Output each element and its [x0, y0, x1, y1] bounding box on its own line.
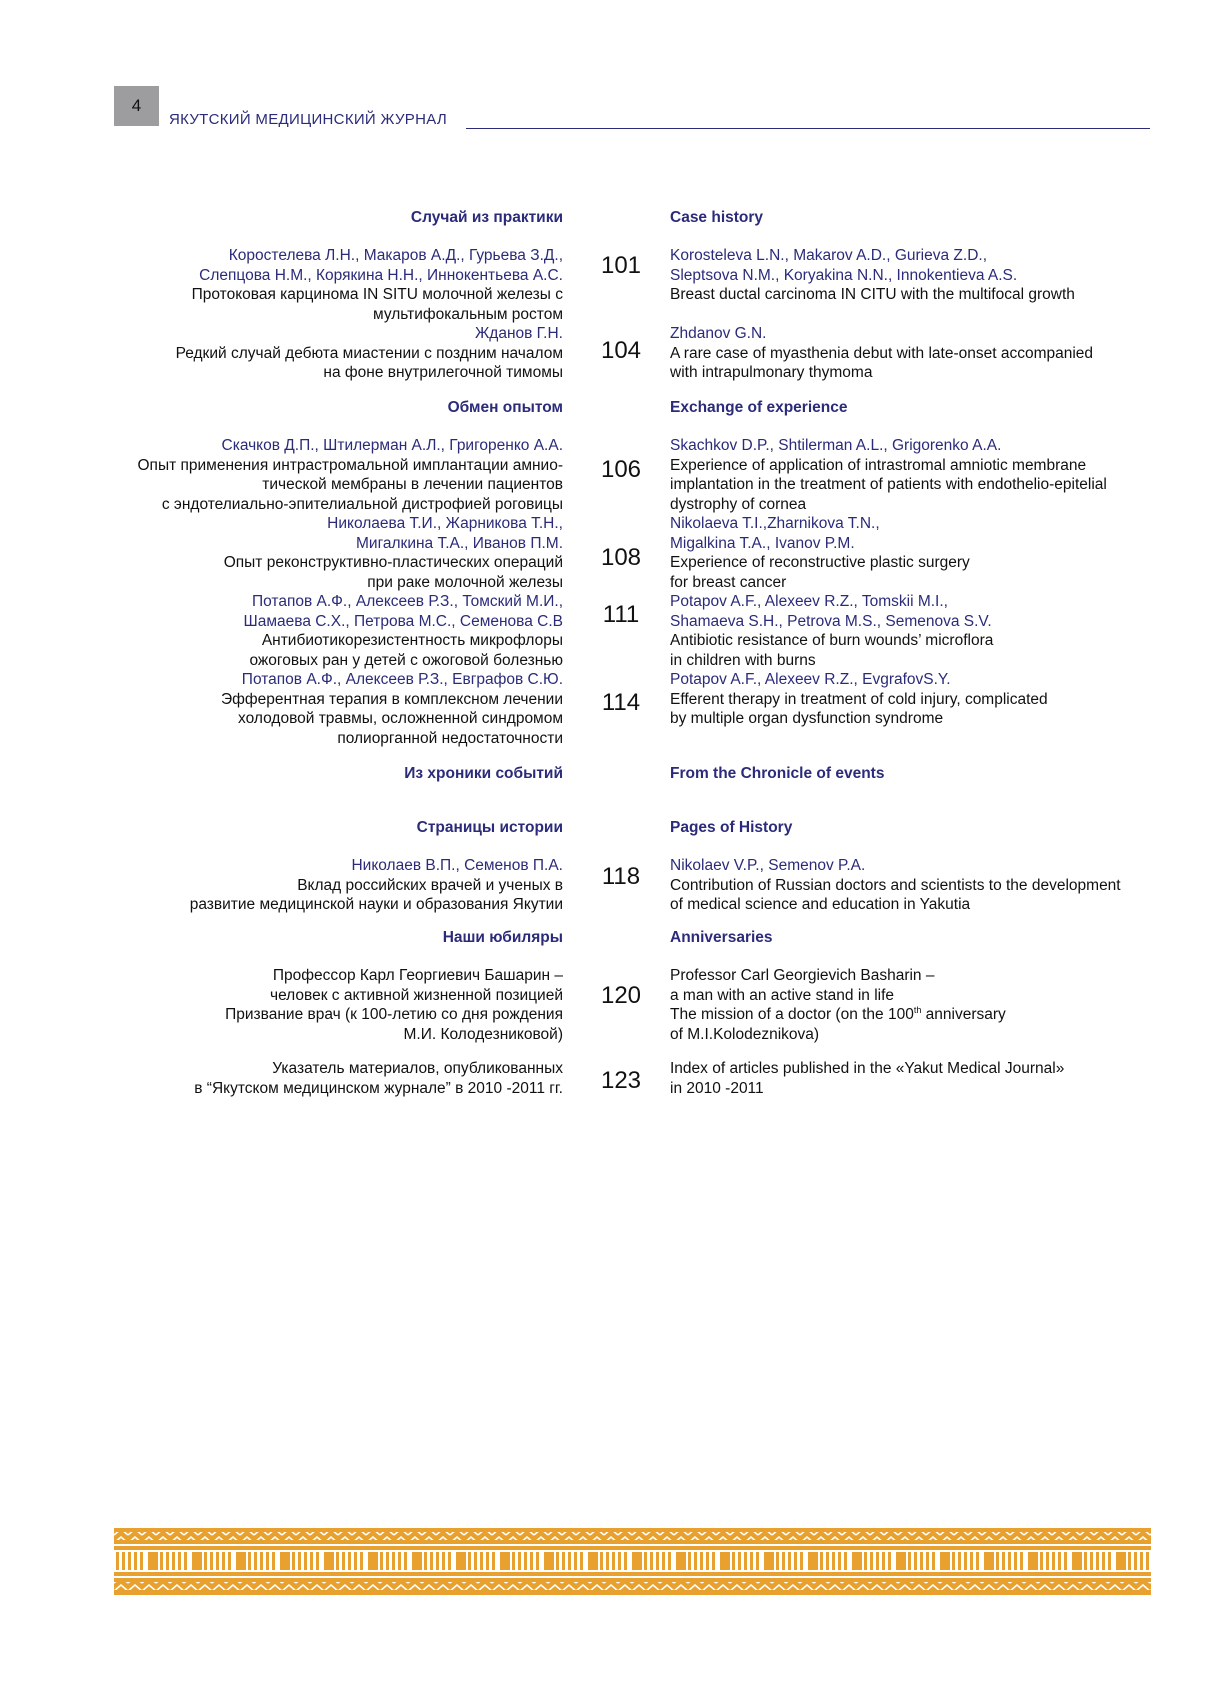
- article-title: Professor Carl Georgievich Basharin –: [670, 967, 935, 984]
- authors: Potapov A.F., Alexeev R.Z., Tomskii M.I.,: [670, 593, 948, 610]
- article-title: Contribution of Russian doctors and scientists to the development: [670, 876, 1121, 894]
- page-ref: 123: [600, 1067, 642, 1094]
- authors: Николаев В.П., Семенов П.А.: [351, 857, 563, 874]
- article-title: Антибиотикорезистентность микрофлоры: [261, 632, 563, 649]
- toc-entry-en: [670, 436, 1107, 729]
- article-title: Призвание врач (к 100-летию со дня рождения: [225, 1006, 563, 1023]
- authors: Potapov A.F., Alexeev R.Z., EvgrafovS.Y.: [670, 671, 951, 688]
- toc-entry-ru: [176, 246, 563, 383]
- page-ref: 108: [600, 544, 642, 571]
- section-heading-en: Anniversaries: [670, 929, 773, 946]
- page-ref: 101: [600, 252, 642, 279]
- article-title: Вклад российских врачей и ученых в: [297, 876, 563, 894]
- authors: Коростелева Л.Н., Макаров А.Д., Гурьева З.Д.,: [228, 247, 563, 264]
- section-heading-ru: Наши юбиляры: [442, 929, 563, 946]
- article-title: Breast ductal carcinoma IN CITU with the multifocal growth: [670, 286, 1075, 303]
- article-title: dystrophy of cornea: [670, 495, 807, 513]
- authors: Шамаева С.Х., Петрова М.С., Семенова С.В: [243, 612, 563, 630]
- toc-entry-ru: [225, 966, 563, 1044]
- article-title: in 2010 -2011: [670, 1079, 764, 1097]
- authors: Korosteleva L.N., Makarov A.D., Gurieva Z.D.,: [670, 247, 988, 264]
- page-ref: 114: [601, 689, 641, 716]
- page-ref: 106: [600, 456, 642, 483]
- section-heading-en: Exchange of experience: [670, 399, 848, 416]
- authors: Zhdanov G.N.: [670, 325, 767, 342]
- article-title: Experience of reconstructive plastic surgery: [670, 554, 970, 571]
- section-heading-ru: Страницы истории: [416, 819, 563, 836]
- title-part: The mission of a doctor (on the 100: [670, 1006, 914, 1023]
- toc-entry-en: [670, 1059, 1064, 1098]
- authors: Sleptsova N.M., Koryakina N.N., Innokentieva A.S.: [670, 266, 1018, 284]
- toc-entry-en: [670, 246, 1093, 383]
- article-title: Index of articles published in the «Yakut Medical Journal»: [670, 1060, 1065, 1077]
- authors: Слепцова Н.М., Корякина Н.Н., Иннокентьева А.С.: [199, 266, 563, 284]
- article-title: Efferent therapy in treatment of cold injury, complicated: [670, 690, 1048, 708]
- authors: Жданов Г.Н.: [474, 325, 563, 342]
- authors: Потапов А.Ф., Алексеев Р.З., Томский М.И.,: [251, 593, 563, 610]
- toc-entry-ru: [138, 436, 564, 748]
- authors: Скачков Д.П., Штилерман А.Л., Григоренко А.А.: [221, 437, 563, 454]
- page-ref: 118: [601, 863, 641, 890]
- authors: Потапов А.Ф., Алексеев Р.З., Евграфов С.Ю.: [241, 671, 563, 688]
- article-title: Experience of application of intrastromal amniotic membrane: [670, 456, 1087, 474]
- toc-entry-en: [670, 966, 1006, 1044]
- ornament-line: [114, 1544, 1151, 1546]
- article-title: Antibiotic resistance of burn wounds’ microflora: [670, 632, 994, 649]
- toc-entry-ru: [190, 856, 563, 915]
- ornament-zigzag-top: [114, 1532, 1151, 1540]
- article-title: развитие медицинской науки и образования Якутии: [189, 896, 563, 913]
- article-title: with intrapulmonary thymoma: [670, 364, 873, 381]
- page-ref: 120: [600, 982, 642, 1009]
- authors: Migalkina T.A., Ivanov P.M.: [670, 534, 855, 552]
- article-title: в “Якутском медицинском журнале” в 2010 -2011 гг.: [194, 1079, 563, 1097]
- section-heading-en: From the Chronicle of events: [670, 765, 885, 782]
- article-title: Опыт применения интрастромальной имплантации амнио-: [137, 456, 563, 474]
- article-title: при раке молочной железы: [367, 573, 563, 591]
- article-title: by multiple organ dysfunction syndrome: [670, 710, 944, 727]
- article-title: полиорганной недостаточности: [337, 729, 563, 747]
- authors: Мигалкина Т.А., Иванов П.М.: [356, 534, 563, 552]
- article-title: мультифокальным ростом: [373, 305, 563, 323]
- title-part: anniversary: [921, 1006, 1006, 1023]
- article-title: A rare case of myasthenia debut with late-onset accompanied: [670, 344, 1094, 362]
- article-title: [670, 1005, 1006, 1025]
- authors: Nikolaev V.P., Semenov P.A.: [670, 857, 866, 874]
- authors: Nikolaeva T.I.,Zharnikova T.N.,: [670, 515, 880, 532]
- article-title: a man with an active stand in life: [670, 986, 895, 1004]
- article-title: in children with burns: [670, 651, 816, 669]
- superscript: th: [913, 1005, 922, 1015]
- section-heading-en: Case history: [670, 209, 764, 226]
- ornament-zigzag-bottom: [114, 1582, 1151, 1590]
- authors: Shamaeva S.H., Petrova M.S., Semenova S.V.: [670, 612, 992, 630]
- ornament-bars: [114, 1550, 1151, 1572]
- article-title: Указатель материалов, опубликованных: [272, 1060, 563, 1077]
- section-heading-en: Pages of History: [670, 819, 793, 836]
- section-heading-ru: Обмен опытом: [447, 399, 563, 416]
- article-title: Эфферентная терапия в комплексном лечении: [221, 690, 563, 708]
- article-title: of medical science and education in Yakutia: [670, 896, 971, 913]
- header-rule: [466, 128, 1150, 129]
- ornament-line: [114, 1576, 1151, 1578]
- section-heading-ru: Из хроники событий: [404, 765, 563, 782]
- article-title: Протоковая карцинома IN SITU молочной железы с: [191, 286, 563, 303]
- ornament-band: [114, 1528, 1151, 1595]
- section-heading-ru: Случай из практики: [410, 209, 563, 226]
- article-title: с эндотелиально-эпителиальной дистрофией роговицы: [161, 495, 563, 513]
- article-title: Редкий случай дебюта миастении с поздним началом: [175, 344, 563, 362]
- authors: Skachkov D.P., Shtilerman A.L., Grigorenko A.A.: [670, 437, 1002, 454]
- article-title: М.И. Колодезниковой): [403, 1025, 563, 1043]
- article-title: на фоне внутрилегочной тимомы: [323, 364, 563, 381]
- page-number: 4: [114, 86, 159, 126]
- page-ref: 111: [602, 601, 640, 628]
- page-ref: 104: [600, 337, 642, 364]
- article-title: тической мембраны в лечении пациентов: [262, 476, 563, 493]
- journal-title: ЯКУТСКИЙ МЕДИЦИНСКИЙ ЖУРНАЛ: [169, 111, 448, 128]
- authors: Николаева Т.И., Жарникова Т.Н.,: [327, 515, 563, 532]
- article-title: implantation in the treatment of patients with endothelio-epitelial: [670, 476, 1107, 493]
- article-title: for breast cancer: [670, 573, 787, 591]
- toc-entry-en: [670, 856, 1121, 915]
- article-title: холодовой травмы, осложненной синдромом: [238, 710, 563, 727]
- article-title: человек с активной жизненной позицией: [270, 986, 563, 1004]
- article-title: of M.I.Kolodeznikova): [670, 1025, 820, 1043]
- article-title: Профессор Карл Георгиевич Башарин –: [272, 967, 563, 984]
- article-title: Опыт реконструктивно-пластических операций: [223, 554, 563, 571]
- article-title: ожоговых ран у детей с ожоговой болезнью: [249, 651, 563, 669]
- toc-entry-ru: [194, 1059, 563, 1098]
